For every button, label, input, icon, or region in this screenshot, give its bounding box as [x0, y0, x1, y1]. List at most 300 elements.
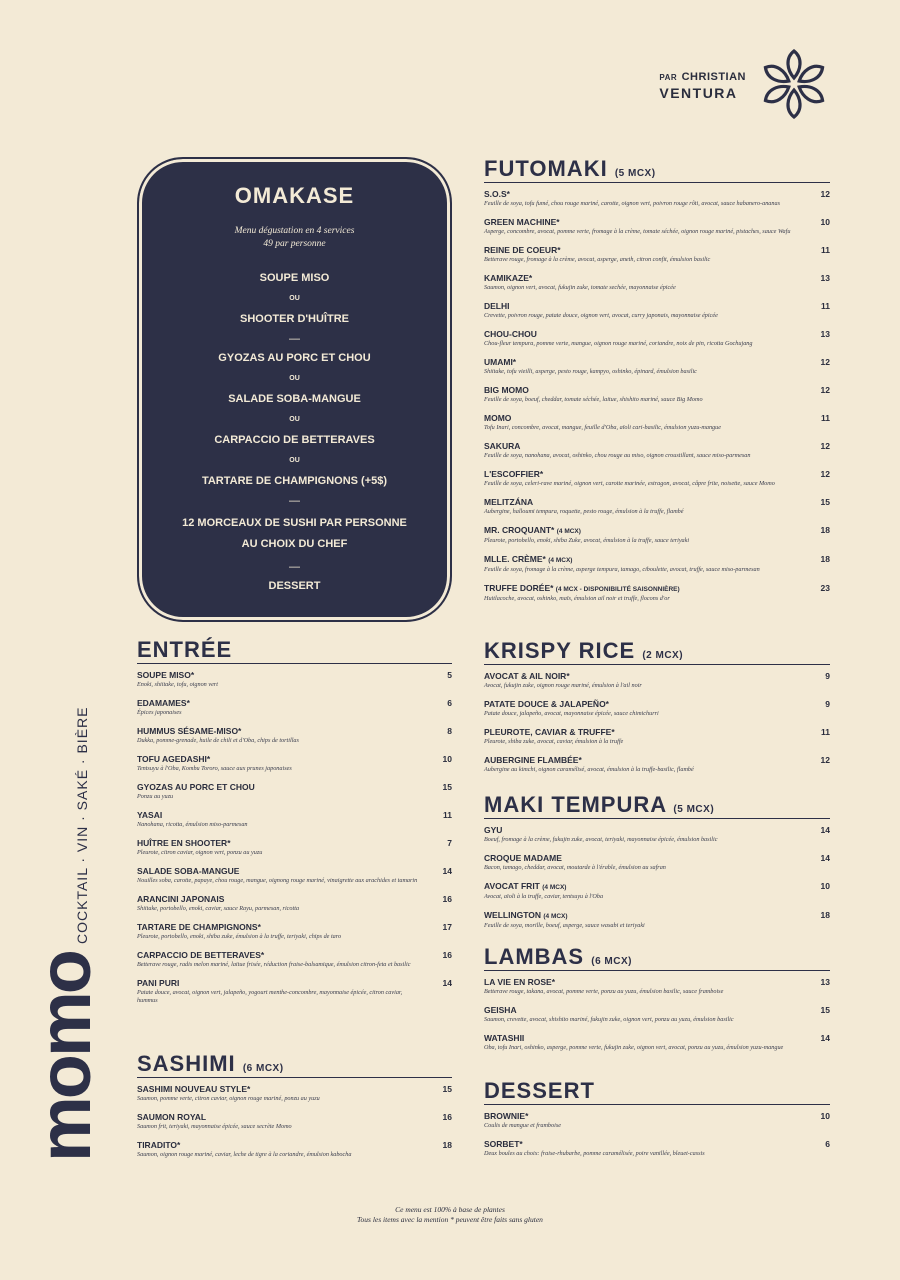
- menu-item-body: [484, 273, 816, 292]
- menu-item-name-text: YASAI: [137, 810, 163, 820]
- side-logo: [23, 706, 106, 1162]
- menu-item-name-text: BIG MOMO: [484, 385, 529, 395]
- menu-item-name-text: DELHI: [484, 301, 510, 311]
- menu-item-description: Feuille de soya, boeuf, cheddar, tomate séchée, laitue, shishito mariné, sauce Big Momo: [484, 396, 703, 403]
- menu-item-price: 11: [821, 301, 830, 311]
- menu-item: [484, 755, 830, 774]
- menu-item: [137, 1112, 452, 1131]
- menu-item-name: [484, 1111, 800, 1122]
- menu-item-name-text: PLEUROTE, CAVIAR & TRUFFE*: [484, 727, 615, 737]
- brand-name-last: VENTURA: [659, 85, 738, 101]
- dessert-items: [484, 1111, 830, 1158]
- menu-item-name-text: SAKURA: [484, 441, 521, 451]
- menu-item-name-text: AVOCAT & AIL NOIR*: [484, 671, 570, 681]
- menu-item-price: 8: [447, 726, 452, 736]
- menu-item-description: Dukka, pomme-grenade, huile de chili et d'Oba, chips de tortillas: [137, 737, 299, 744]
- menu-item-price: 16: [442, 894, 452, 904]
- menu-item-price: 14: [442, 866, 452, 876]
- menu-item-body: [484, 755, 816, 774]
- krispy-section: [484, 637, 830, 783]
- menu-item-price: 14: [820, 853, 830, 863]
- menu-item-description: Patate douce, jalapeño, avocat, mayonnaise épicée, sauce chimichurri: [484, 710, 659, 717]
- menu-item-name-text: TOFU AGEDASHI*: [137, 754, 211, 764]
- menu-item-name-text: AUBERGINE FLAMBÉE*: [484, 755, 582, 765]
- menu-item-price: 12: [820, 441, 830, 451]
- menu-item-tag: (4 MCX): [542, 884, 567, 891]
- menu-item-name: [484, 357, 800, 368]
- menu-item-name: [137, 950, 422, 961]
- menu-item-description: Aubergine, halloumi tempura, roquette, pesto rouge, émulsion à la truffe, flambé: [484, 508, 684, 515]
- sashimi-section: [137, 1050, 452, 1168]
- menu-item-name: [484, 825, 800, 836]
- menu-item-price: 12: [820, 469, 830, 479]
- menu-item-body: [484, 217, 816, 236]
- menu-item-name: [137, 782, 422, 793]
- menu-item-name-text: L'ESCOFFIER*: [484, 469, 544, 479]
- menu-item: [484, 469, 830, 488]
- menu-item-description: Pleurote, citron caviar, oignon vert, ponzu au yuzu: [137, 849, 263, 856]
- menu-item-description: Saumon, oignon vert, avocat, fukujin zuke, tomate sechée, mayonnaise épicée: [484, 284, 676, 291]
- menu-item-description: Saumon, crevette, avocat, shishito mariné, fukujin zuke, oignon vert, ponzu au yuzu, émulsion basilic: [484, 1016, 734, 1023]
- menu-item-body: [137, 838, 438, 857]
- menu-item-name-text: MELITZÁNA: [484, 497, 534, 507]
- menu-item-body: [484, 825, 816, 844]
- menu-item: [137, 782, 452, 801]
- menu-item-name-text: TIRADITO*: [137, 1140, 181, 1150]
- menu-item-price: 14: [442, 978, 452, 988]
- side-tagline: COCKTAIL · VIN · SAKÉ · BIÈRE: [74, 706, 90, 944]
- menu-item: [137, 922, 452, 941]
- menu-item-name-text: SOUPE MISO*: [137, 670, 195, 680]
- menu-item-body: [137, 866, 438, 885]
- menu-item-name: [484, 910, 800, 922]
- menu-item-name-text: BROWNIE*: [484, 1111, 529, 1121]
- menu-item: [484, 497, 830, 516]
- omakase-course: DESSERT: [268, 580, 321, 592]
- menu-item-name-text: SALADE SOBA-MANGUE: [137, 866, 240, 876]
- menu-item-price: 7: [447, 838, 452, 848]
- menu-item: [484, 977, 830, 996]
- dessert-section: [484, 1077, 830, 1167]
- menu-item-tag: (4 MCX - DISPONIBILITÉ SAISONNIÈRE): [555, 586, 680, 593]
- menu-item-name-text: GEISHA: [484, 1005, 517, 1015]
- menu-item-name: [484, 699, 800, 710]
- entree-items: [137, 670, 452, 1005]
- omakase-divider: —: [289, 333, 300, 345]
- menu-item-name-text: HUÎTRE EN SHOOTER*: [137, 838, 231, 848]
- menu-item-body: [484, 554, 816, 574]
- menu-item-name-text: ARANCINI JAPONAIS: [137, 894, 225, 904]
- menu-item-description: Avocat, fukujin zuke, oignon rouge mariné, émulsion à l'ail noir: [484, 682, 642, 689]
- menu-item-body: [484, 727, 816, 746]
- menu-item-description: Patate douce, avocat, oignon vert, jalapeño, yogourt menthe-concombre, mayonnaise épicée, citron caviar, hummus: [137, 989, 403, 1004]
- menu-item-description: Aubergine au kimchi, oignon caramélisé, avocat, émulsion à la truffe-basilic, flambé: [484, 766, 694, 773]
- menu-item-body: [484, 413, 816, 432]
- menu-item: [484, 910, 830, 930]
- menu-item-name: [484, 1139, 800, 1150]
- menu-item-price: 5: [447, 670, 452, 680]
- menu-item-description: Tofu Inari, concombre, avocat, mangue, feuille d'Oba, aïoli cari-basilic, émulsion yuzu-mangue: [484, 424, 721, 431]
- menu-item-price: 10: [820, 1111, 830, 1121]
- sashimi-items: [137, 1084, 452, 1159]
- menu-item-name: [137, 670, 422, 681]
- menu-item-body: [484, 497, 816, 516]
- menu-item-description: Coulis de mangue et framboise: [484, 1122, 561, 1129]
- menu-item-name-text: TRUFFE DORÉE*: [484, 583, 554, 593]
- menu-item-body: [484, 671, 816, 690]
- omakase-subtitle-line1: Menu dégustation en 4 services: [234, 226, 355, 236]
- menu-item-price: 15: [820, 1005, 830, 1015]
- menu-item-description: Ponzu au yuzu: [137, 793, 174, 800]
- menu-item-body: [137, 782, 438, 801]
- menu-item: [484, 301, 830, 320]
- tempura-title: [484, 791, 830, 819]
- menu-item-description: Pleurote, portobello, enoki, shiba zuke, émulsion à la truffe, teriyaki, chips de taro: [137, 933, 342, 940]
- menu-item-tag: (4 MCX): [548, 557, 573, 564]
- omakase-course-list: [139, 265, 450, 600]
- menu-item-name: [484, 301, 800, 312]
- tempura-section: [484, 791, 830, 939]
- omakase-subtitle-line2: 49 par personne: [263, 239, 326, 249]
- menu-item-price: 13: [820, 977, 830, 987]
- menu-item-name: [137, 726, 422, 737]
- menu-item-name: [484, 189, 800, 200]
- menu-item-name: [484, 755, 800, 766]
- menu-item-description: Feuille de soya, morille, boeuf, asperge, sauce wasabi et teriyaki: [484, 922, 645, 929]
- omakase-course: SALADE SOBA-MANGUE: [228, 393, 361, 405]
- menu-item-price: 15: [442, 782, 452, 792]
- menu-item-body: [137, 1084, 438, 1103]
- menu-item: [137, 1084, 452, 1103]
- menu-item-body: [484, 1005, 816, 1024]
- menu-item-description: Asperge, concombre, avocat, pomme verte, fromage à la crème, tomate séchée, oignon rouge mariné, pistaches, sauce Wafu: [484, 228, 791, 235]
- menu-item: [484, 441, 830, 460]
- krispy-title: [484, 637, 830, 665]
- menu-item-description: Feuille de soya, tofu fumé, chou rouge mariné, carotte, oignon vert, poivron rouge rôti, avocat, sauce habanero-ananas: [484, 200, 780, 207]
- menu-item-price: 16: [442, 1112, 452, 1122]
- menu-item-body: [484, 881, 816, 901]
- menu-item-description: Boeuf, fromage à la crème, fukujin zuke, avocat, teriyaki, mayonnaise épicée, émulsion basilic: [484, 836, 718, 843]
- menu-item-description: Feuille de soya, celeri-rave mariné, oignon vert, carotte marinée, estragon, avocat, câpre frite, noisette, sauce Momo: [484, 480, 775, 487]
- menu-item-name-text: WELLINGTON: [484, 910, 541, 920]
- menu-item-description: Crevette, poivron rouge, patate douce, oignon vert, avocat, curry japonais, mayonnaise épicée: [484, 312, 718, 319]
- menu-item-description: Feuille de soya, nanohana, avocat, oshinko, chou rouge au miso, oignon croustillant, sauce miso-parmesan: [484, 452, 751, 459]
- menu-item-description: Oba, tofu Inari, oshinko, asperge, pomme verte, fukujin zuke, oignon vert, avocat, ponzu au yuzu, émulsion yuzu-mangue: [484, 1044, 784, 1051]
- menu-item-price: 9: [825, 699, 830, 709]
- omakase-course: TARTARE DE CHAMPIGNONS (+5$): [201, 475, 388, 487]
- menu-item-tag: (4 MCX): [543, 913, 568, 920]
- menu-item-price: 10: [442, 754, 452, 764]
- lambas-section: [484, 943, 830, 1061]
- menu-item-name-text: GYU: [484, 825, 503, 835]
- menu-item-price: 11: [821, 245, 830, 255]
- menu-item-name: [484, 977, 800, 988]
- brand-header: [659, 46, 832, 122]
- menu-item-description: Nouilles soba, carotte, papaye, chou rouge, mangue, oignong rouge mariné, vinaigrette aux arachides et tamarin: [137, 877, 418, 884]
- menu-item-name-text: KAMIKAZE*: [484, 273, 533, 283]
- menu-item-body: [484, 853, 816, 872]
- tempura-title-tag: (5 MCX): [673, 804, 715, 815]
- menu-item-name-text: WATASHII: [484, 1033, 525, 1043]
- menu-item-body: [137, 978, 438, 1005]
- menu-item-name: [484, 1033, 800, 1044]
- menu-item: [484, 329, 830, 348]
- menu-item-body: [484, 469, 816, 488]
- menu-item-price: 13: [820, 329, 830, 339]
- menu-item-name-text: SASHIMI NOUVEAU STYLE*: [137, 1084, 251, 1094]
- menu-item: [484, 385, 830, 404]
- menu-item-body: [137, 810, 438, 829]
- menu-item-description: Feuille de soya, fromage à la crème, asperge tempura, tamago, ciboulette, avocat, truffe, sauce miso-parmesan: [484, 566, 760, 573]
- sashimi-title-text: SASHIMI: [137, 1051, 236, 1076]
- menu-item-body: [484, 189, 816, 208]
- menu-item-description: Bacon, tamago, cheddar, avocat, moutarde à l'érable, émulsion au safran: [484, 864, 666, 871]
- lambas-title-text: LAMBAS: [484, 944, 585, 969]
- menu-item-price: 10: [820, 217, 830, 227]
- menu-item-name: [484, 497, 800, 508]
- menu-item-name: [137, 1084, 422, 1095]
- menu-item-price: 12: [820, 189, 830, 199]
- menu-item-price: 16: [442, 950, 452, 960]
- lambas-title-tag: (6 MCX): [591, 956, 632, 967]
- momo-logo: momo: [23, 952, 106, 1162]
- menu-item-description: Pleurote, shiba zuke, avocat, caviar, émulsion à la truffe: [484, 738, 624, 745]
- menu-item-body: [484, 1111, 816, 1130]
- menu-item-name-text: UMAMI*: [484, 357, 517, 367]
- futomaki-items: [484, 189, 830, 603]
- menu-item-name: [484, 217, 800, 228]
- omakase-course: 12 MORCEAUX DE SUSHI PAR PERSONNE AU CHOIX DU CHEF: [182, 517, 407, 550]
- menu-item-description: Chou-fleur tempura, pomme verte, mangue, oignon rouge mariné, coriandre, noix de pin, ricotta Gochujang: [484, 340, 753, 347]
- menu-item-price: 10: [820, 881, 830, 891]
- menu-item-description: Deux boules au choix: fraise-rhubarbe, pomme caramélisée, poire vanillée, bleuet-cassis: [484, 1150, 705, 1157]
- menu-item: [484, 881, 830, 901]
- menu-item-name: [484, 413, 800, 424]
- menu-item-body: [137, 1140, 438, 1159]
- menu-item-name: [484, 853, 800, 864]
- omakase-or: OU: [289, 416, 300, 423]
- menu-item-price: 12: [820, 357, 830, 367]
- menu-item-name-text: HUMMUS SÉSAME-MISO*: [137, 726, 242, 736]
- tempura-items: [484, 825, 830, 930]
- brand-text: [659, 68, 746, 100]
- menu-item-price: 15: [820, 497, 830, 507]
- omakase-box: [137, 157, 452, 622]
- footer-line2: Tous les items avec la mention * peuvent être faits sans gluten: [357, 1215, 543, 1224]
- menu-item-description: Betterave rouge, radis melon mariné, laitue frisée, réduction fraise-balsamique, émulsion citron-feta et basilic: [137, 961, 411, 968]
- menu-item-name-text: AVOCAT FRIT: [484, 881, 540, 891]
- brand-par: PAR: [659, 73, 678, 82]
- menu-item-name: [137, 838, 422, 849]
- omakase-or: OU: [289, 375, 300, 382]
- menu-item-name-text: CARPACCIO DE BETTERAVES*: [137, 950, 265, 960]
- menu-item-name: [484, 554, 800, 566]
- futomaki-title-text: FUTOMAKI: [484, 156, 608, 181]
- menu-item: [484, 413, 830, 432]
- menu-item: [484, 357, 830, 376]
- menu-item: [137, 754, 452, 773]
- menu-item-body: [137, 894, 438, 913]
- menu-item-name-text: REINE DE COEUR*: [484, 245, 561, 255]
- menu-item-body: [484, 1139, 816, 1158]
- menu-item-name-text: LA VIE EN ROSE*: [484, 977, 556, 987]
- menu-item-description: Betterave rouge, fromage à la crème, avocat, asperge, aneth, citron confit, émulsion basilic: [484, 256, 711, 263]
- menu-item: [484, 525, 830, 545]
- menu-item-description: Huitlacoche, avocat, oshinko, maïs, émulsion ail noir et truffe, flocons d'or: [484, 595, 670, 602]
- dessert-title: [484, 1077, 830, 1105]
- menu-item-name-text: GREEN MACHINE*: [484, 217, 560, 227]
- menu-item-name: [484, 671, 800, 682]
- menu-item-name-text: PANI PURI: [137, 978, 180, 988]
- menu-item-name: [484, 441, 800, 452]
- menu-item-price: 13: [820, 273, 830, 283]
- menu-item-name: [484, 245, 800, 256]
- menu-item: [137, 838, 452, 857]
- menu-item: [137, 726, 452, 745]
- menu-item-body: [484, 977, 816, 996]
- entree-title: [137, 636, 452, 664]
- menu-item-description: Shiitake, tofu vieilli, asperge, pesto rouge, kampyo, oshinko, épinard, émulsion basilic: [484, 368, 697, 375]
- futomaki-title-tag: (5 MCX): [614, 168, 656, 179]
- menu-item: [484, 273, 830, 292]
- menu-item-price: 18: [820, 554, 830, 564]
- entree-title-text: ENTRÉE: [137, 637, 233, 662]
- menu-item-price: 15: [442, 1084, 452, 1094]
- menu-item-name: [137, 1112, 422, 1123]
- krispy-title-tag: (2 MCX): [642, 650, 684, 661]
- menu-item-name: [137, 978, 422, 989]
- menu-item: [484, 217, 830, 236]
- menu-item-price: 12: [820, 385, 830, 395]
- krispy-items: [484, 671, 830, 774]
- omakase-divider: —: [289, 561, 300, 573]
- menu-item-name: [484, 525, 800, 537]
- menu-item-price: 11: [821, 727, 830, 737]
- futomaki-section: [484, 155, 830, 612]
- menu-item-price: 11: [821, 413, 830, 423]
- menu-item-body: [484, 357, 816, 376]
- menu-item-body: [137, 670, 438, 689]
- omakase-course: SOUPE MISO: [259, 272, 330, 284]
- menu-item-name: [484, 273, 800, 284]
- menu-item-name-text: SORBET*: [484, 1139, 523, 1149]
- menu-item-body: [484, 329, 816, 348]
- menu-item-body: [137, 1112, 438, 1131]
- lambas-title: [484, 943, 830, 971]
- sashimi-title: [137, 1050, 452, 1078]
- entree-section: [137, 636, 452, 1014]
- omakase-course: GYOZAS AU PORC ET CHOU: [218, 352, 371, 364]
- menu-item-name: [137, 922, 422, 933]
- menu-item: [484, 671, 830, 690]
- krispy-title-text: KRISPY RICE: [484, 638, 636, 663]
- menu-item-name-text: SAUMON ROYAL: [137, 1112, 207, 1122]
- menu-item-name: [484, 1005, 800, 1016]
- menu-item-name-text: PATATE DOUCE & JALAPEÑO*: [484, 699, 609, 709]
- menu-item-name: [137, 866, 422, 877]
- menu-item: [137, 698, 452, 717]
- menu-item-name-text: GYOZAS AU PORC ET CHOU: [137, 782, 255, 792]
- menu-item-price: 18: [442, 1140, 452, 1150]
- menu-item-body: [137, 950, 438, 969]
- menu-item-body: [484, 1033, 816, 1052]
- menu-item-body: [484, 699, 816, 718]
- menu-item: [484, 825, 830, 844]
- menu-item: [484, 1033, 830, 1052]
- menu-item-description: Saumon, pomme verte, citron caviar, oignon rouge mariné, ponzu au yuzu: [137, 1095, 320, 1102]
- omakase-or: OU: [289, 457, 300, 464]
- menu-item-description: Saumon frit, teriyaki, mayonnaise épicée, sauce secrète Momo: [137, 1123, 292, 1130]
- menu-item-name: [484, 385, 800, 396]
- menu-item: [484, 853, 830, 872]
- menu-item-description: Shiitake, portobello, enoki, caviar, sauce Rayu, parmesan, ricotta: [137, 905, 300, 912]
- menu-item-description: Enoki, shiitake, tofu, oignon vert: [137, 681, 218, 688]
- menu-item-name-text: MR. CROQUANT*: [484, 525, 555, 535]
- omakase-title: OMAKASE: [234, 183, 355, 208]
- menu-item-body: [484, 385, 816, 404]
- menu-item-name: [484, 583, 800, 595]
- menu-item-name-text: CROQUE MADAME: [484, 853, 562, 863]
- menu-item: [137, 670, 452, 689]
- menu-item: [484, 699, 830, 718]
- menu-item-name-text: MOMO: [484, 413, 512, 423]
- menu-item-name-text: MLLE. CRÈME*: [484, 554, 546, 564]
- futomaki-title: [484, 155, 830, 183]
- tempura-title-text: MAKI TEMPURA: [484, 792, 667, 817]
- menu-item-body: [484, 583, 816, 603]
- menu-item: [137, 894, 452, 913]
- menu-item-name: [484, 727, 800, 738]
- menu-item-description: Pleurote, portobello, enoki, shiba Zuke, avocat, émulsion à la truffe, sauce teriyaki: [484, 537, 690, 544]
- menu-item-price: 18: [820, 910, 830, 920]
- menu-item: [137, 810, 452, 829]
- menu-item: [137, 950, 452, 969]
- menu-item: [484, 189, 830, 208]
- menu-item-name: [484, 329, 800, 340]
- menu-item-name-text: EDAMAMES*: [137, 698, 190, 708]
- menu-item-name-text: S.O.S*: [484, 189, 510, 199]
- menu-item-name: [484, 469, 800, 480]
- flower-logo-icon: [756, 46, 832, 122]
- menu-item-name: [484, 881, 800, 893]
- menu-item-description: Avocat, aïoli à la truffe, caviar, tentsuyu à l'Oba: [484, 893, 604, 900]
- menu-item-body: [137, 754, 438, 773]
- menu-item: [484, 245, 830, 264]
- menu-item: [484, 727, 830, 746]
- menu-item-price: 6: [825, 1139, 830, 1149]
- menu-item-body: [484, 910, 816, 930]
- menu-item-name: [137, 894, 422, 905]
- omakase-course: CARPACCIO DE BETTERAVES: [214, 434, 375, 446]
- menu-item-tag: (4 MCX): [556, 528, 581, 535]
- menu-item: [484, 1139, 830, 1158]
- menu-item-description: Tentsuyu à l'Oba, Kombu Tororo, sauce aux prunes japonaises: [137, 765, 292, 772]
- menu-item-price: 18: [820, 525, 830, 535]
- menu-item-body: [137, 922, 438, 941]
- menu-item-body: [484, 301, 816, 320]
- footer-note: [0, 1205, 900, 1225]
- brand-name-first: CHRISTIAN: [681, 71, 746, 83]
- menu-item: [484, 1005, 830, 1024]
- menu-item-price: 23: [820, 583, 830, 593]
- menu-item: [484, 554, 830, 574]
- omakase-or: OU: [289, 295, 300, 302]
- menu-item-price: 14: [820, 1033, 830, 1043]
- menu-item: [137, 978, 452, 1005]
- menu-item-price: 14: [820, 825, 830, 835]
- dessert-title-text: DESSERT: [484, 1078, 595, 1103]
- menu-item-body: [137, 698, 438, 717]
